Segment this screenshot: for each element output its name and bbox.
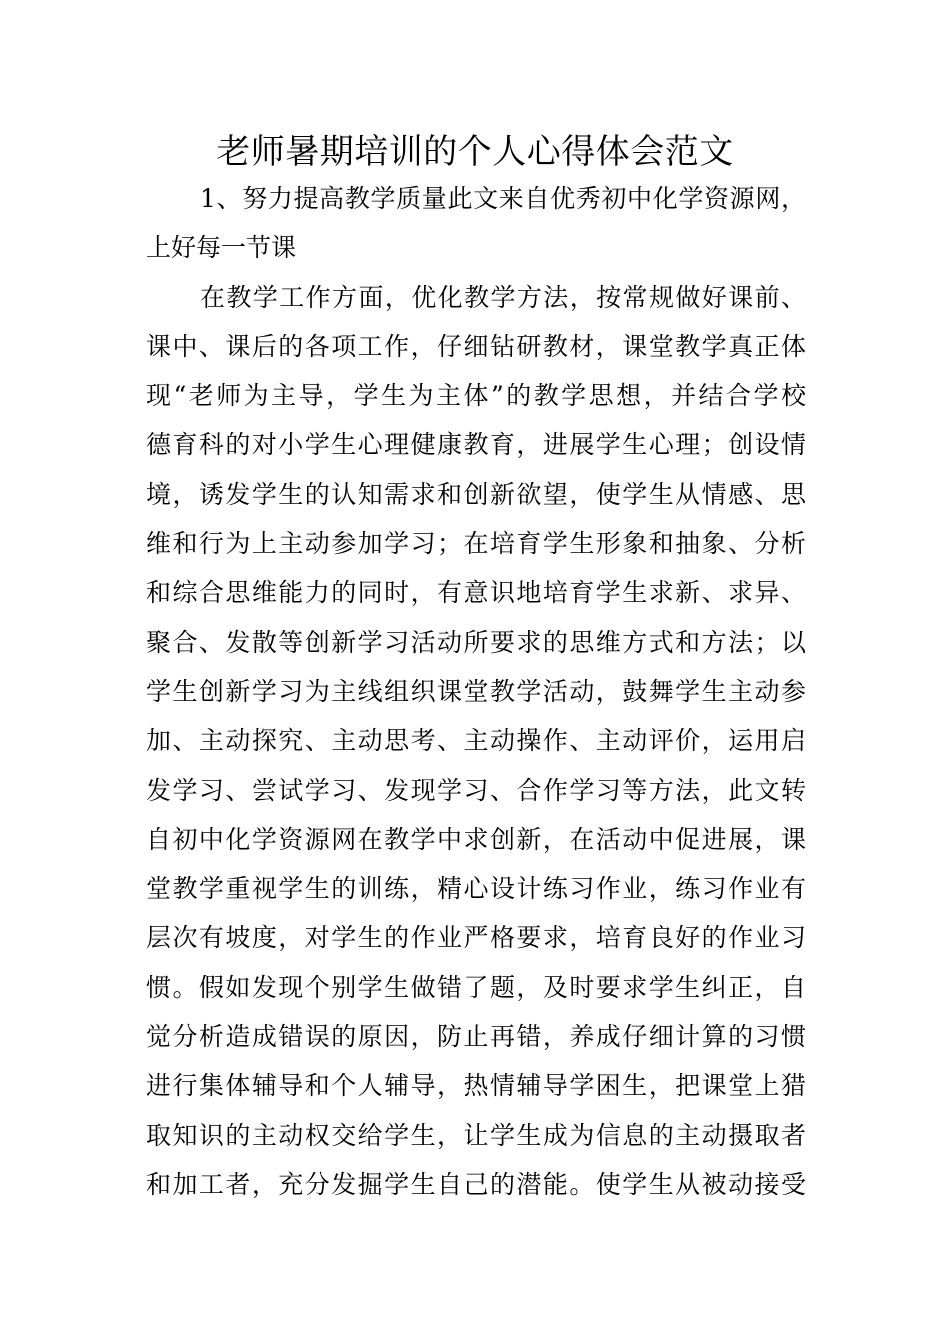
text-line: 觉分析造成错误的原因，防止再错，养成仔细计算的习惯 [146, 1022, 806, 1052]
text-line: 课中、课后的各项工作，仔细钻研教材，课堂教学真正体 [146, 331, 806, 361]
text-line: 现“老师为主导，学生为主体”的教学思想，并结合学校 [146, 381, 806, 411]
text-line: 维和行为上主动参加学习；在培育学生形象和抽象、分析 [146, 529, 806, 559]
text-line: 1、努力提高教学质量此文来自优秀初中化学资源网， [200, 184, 806, 213]
text-line: 堂教学重视学生的训练，精心设计练习作业，练习作业有 [146, 874, 806, 904]
text-line: 在教学工作方面，优化教学方法，按常规做好课前、 [200, 282, 806, 312]
text-line: 和加工者，充分发掘学生自己的潜能。使学生从被动接受 [146, 1169, 806, 1199]
text-line: 发学习、尝试学习、发现学习、合作学习等方法，此文转 [146, 775, 806, 805]
text-line: 进行集体辅导和个人辅导，热情辅导学困生，把课堂上猎 [146, 1071, 806, 1101]
text-line: 层次有坡度，对学生的作业严格要求，培育良好的作业习 [146, 923, 806, 953]
document-title: 老师暑期培训的个人心得体会范文 [216, 132, 734, 172]
text-line: 取知识的主动权交给学生，让学生成为信息的主动摄取者 [146, 1120, 806, 1150]
text-line: 上好每一节课 [146, 233, 297, 263]
text-line: 加、主动探究、主动思考、主动操作、主动评价，运用启 [146, 726, 806, 756]
text-line: 惯。假如发现个别学生做错了题，及时要求学生纠正，自 [146, 972, 806, 1002]
text-line: 聚合、发散等创新学习活动所要求的思维方式和方法；以 [146, 627, 806, 657]
text-line: 德育科的对小学生心理健康教育，进展学生心理；创设情 [146, 430, 806, 460]
text-line: 自初中化学资源网在教学中求创新，在活动中促进展，课 [146, 824, 806, 854]
document-body [146, 174, 806, 1209]
text-line: 境，诱发学生的认知需求和创新欲望，使学生从情感、思 [146, 479, 806, 509]
text-line: 学生创新学习为主线组织课堂教学活动，鼓舞学生主动参 [146, 676, 806, 706]
text-line: 和综合思维能力的同时，有意识地培育学生求新、求异、 [146, 578, 806, 608]
